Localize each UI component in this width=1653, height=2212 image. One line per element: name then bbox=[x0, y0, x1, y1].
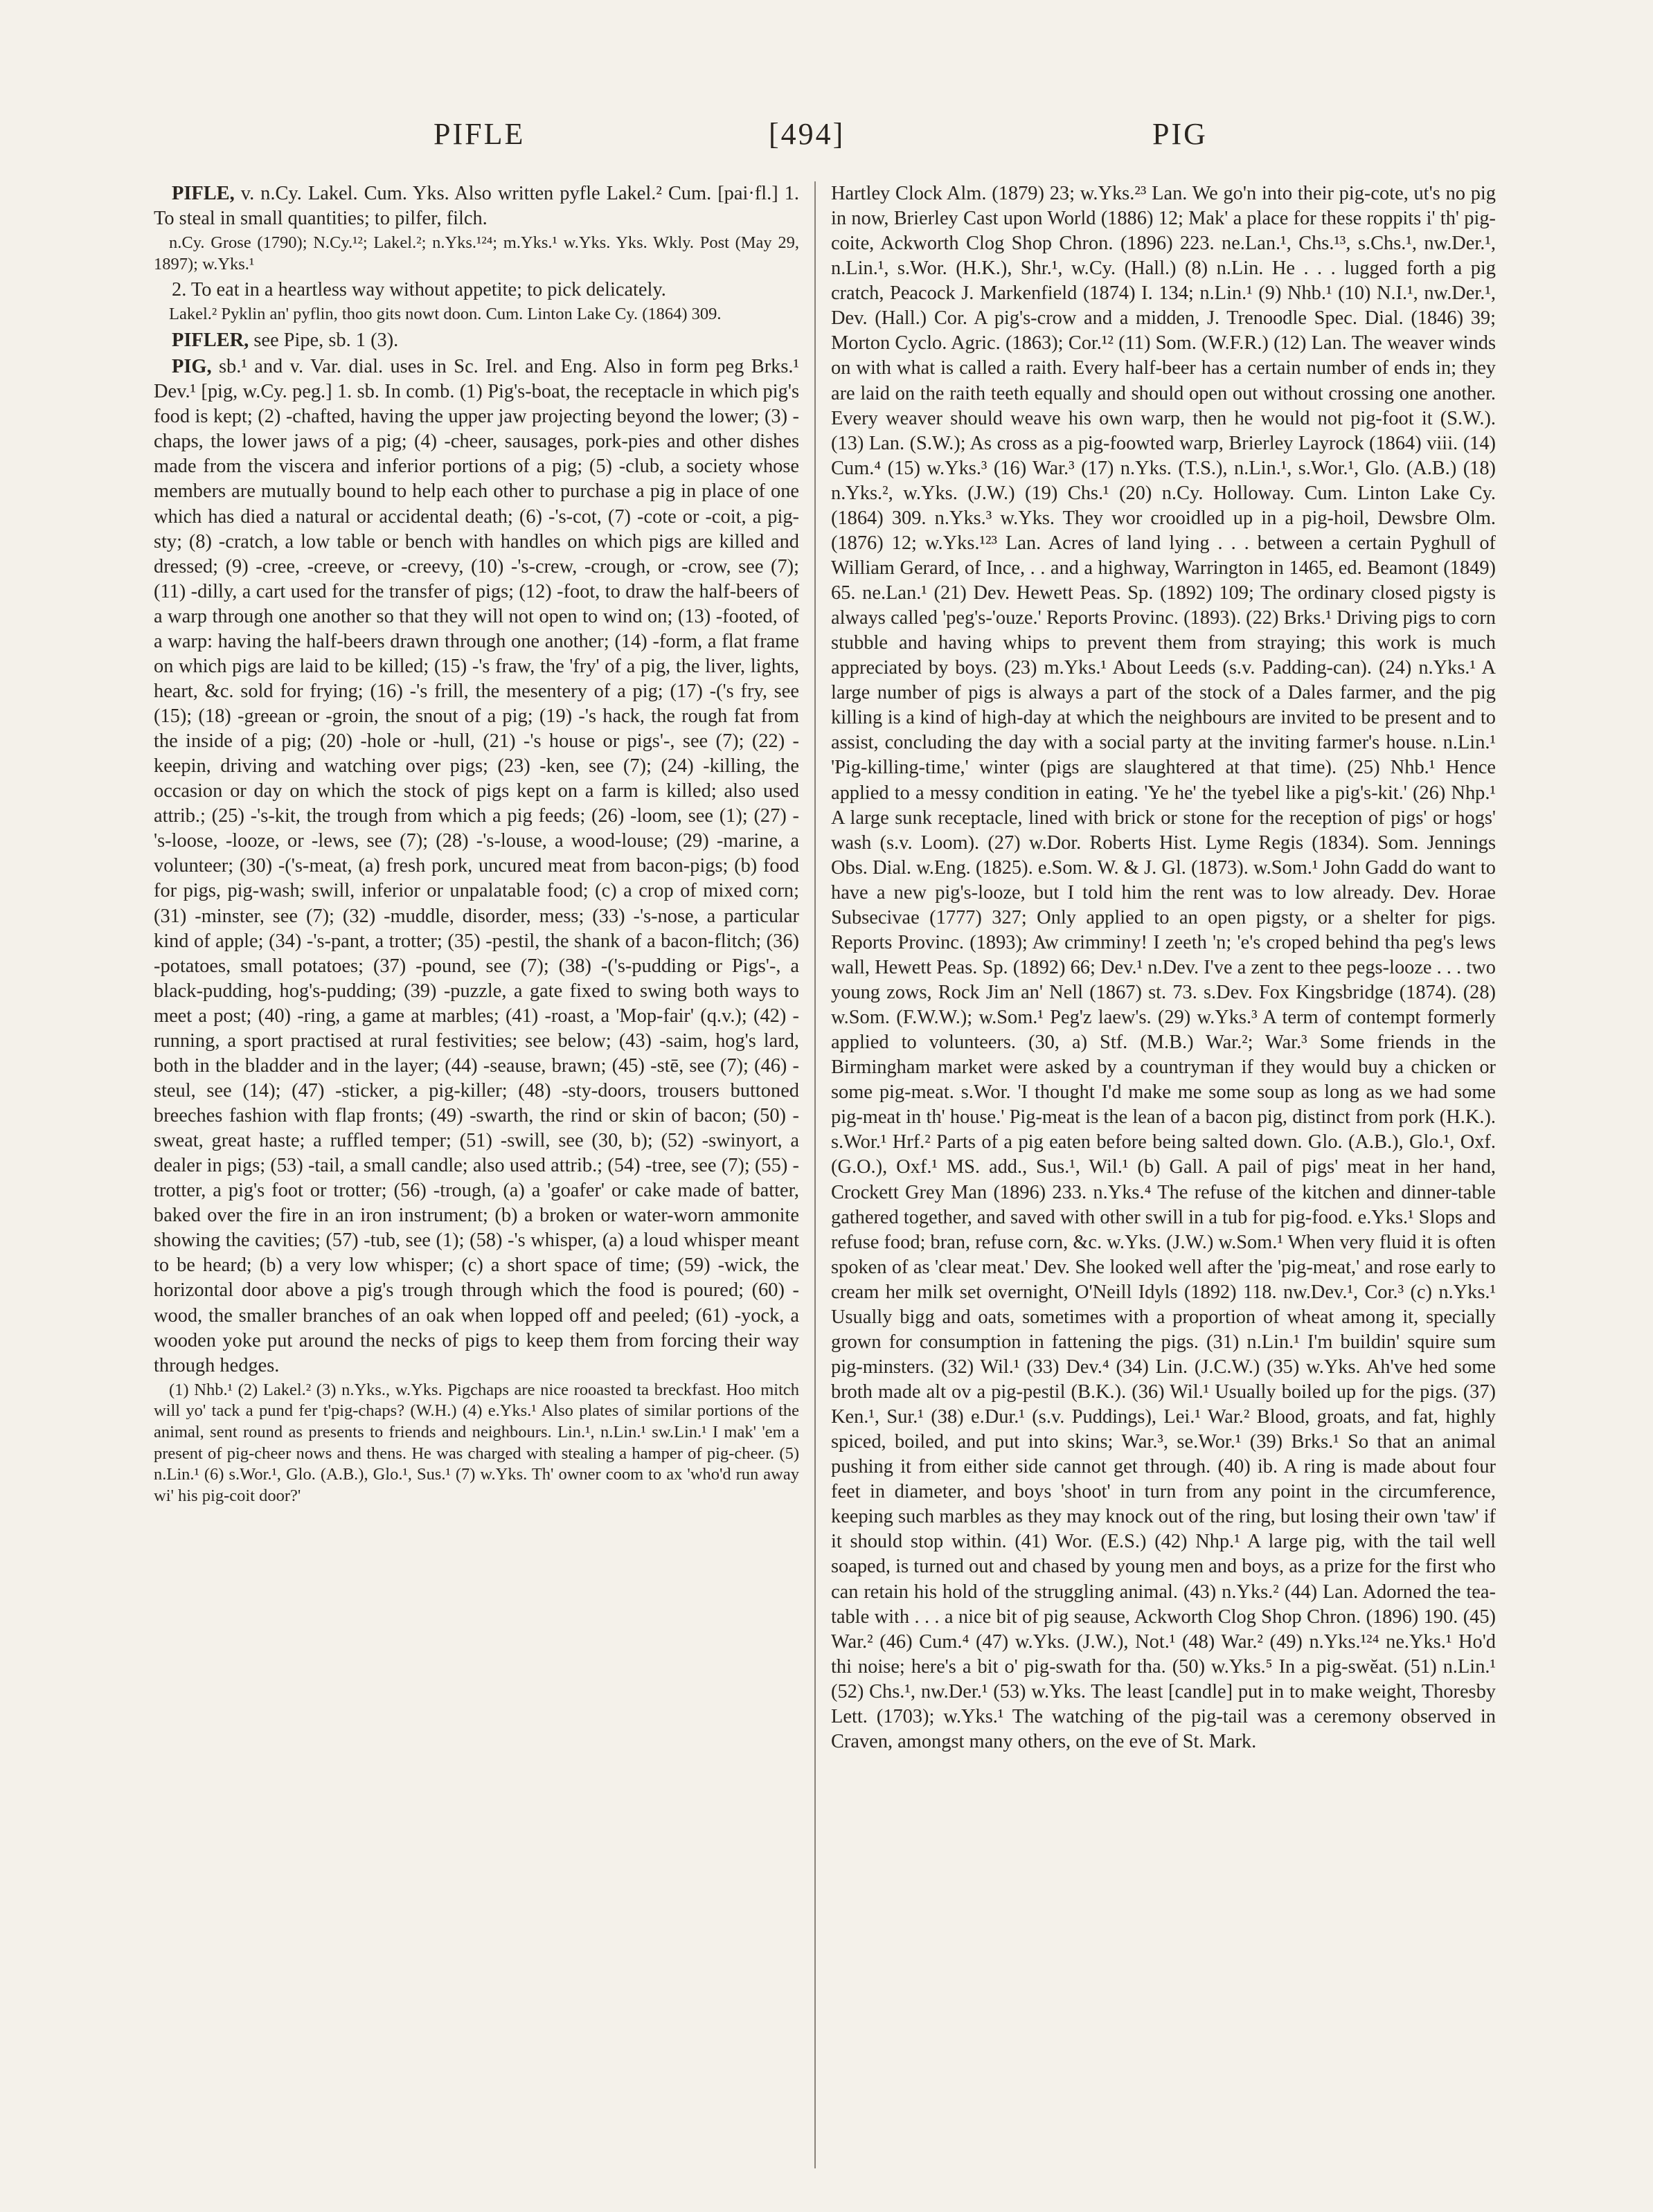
entry-pifler bbox=[154, 328, 799, 353]
running-head-left: PIFLE bbox=[434, 117, 526, 151]
entry-pig bbox=[154, 354, 799, 1378]
page-number: [494] bbox=[769, 117, 846, 151]
headword: PIFLER, bbox=[172, 330, 249, 352]
running-head-right: PIG bbox=[1152, 117, 1208, 151]
sense-2: 2. To eat in a heartless way without appetite; to pick delicately. bbox=[172, 279, 666, 301]
entry-text: v. n.Cy. Lakel. Cum. Yks. Also written pyfle Lakel.² Cum. [pai·fl.] 1. To steal in small quantities; to pilfer, filch. bbox=[154, 183, 799, 230]
running-head bbox=[0, 116, 1653, 158]
entry-text: sb.¹ and v. Var. dial. uses in Sc. Irel. and Eng. Also in form peg Brks.¹ Dev.¹ [pig, w.Cy. peg.] 1. sb. In comb. (1) Pig's-boat, the receptacle in which pig's food is kept; (2) -chafted, having the upper jaw projecting beyond the lower; (3) -chaps, the lower jaws of a pig; (4) -cheer, sausages, pork-pies and other dishes made from the viscera and inferior portions of a pig; (5) -club, a society whose members are mutually bound to help each other to purchase a pig in place of one which has died a natural or accidental death; (6) -'s-cot, (7) -cote or -coit, a pig-sty; (8) -cratch, a low table or bench with handles on which pigs are killed and dressed; (9) -cree, -creeve, or -creevy, (10) -'s-crew, -crough, or -crow, see (7); (11) -dilly, a cart used for the transfer of pigs; (12) -foot, to draw the half-beers of a warp through one another so that they will not open to wind on; (13) -footed, of a warp: having the half-beers drawn through one another; (14) -form, a flat frame on which pigs are laid to be killed; (15) -'s fraw, the 'fry' of a pig, the liver, lights, heart, &c. sold for frying; (16) -'s frill, the mesentery of a pig; (17) -('s fry, see (15); (18) -greean or -groin, the snout of a pig; (19) -'s hack, the rough fat from the inside of a pig; (20) -hole or -hull, (21) -'s house or pigs'-, see (7); (22) -keepin, driving and watching over pigs; (23) -ken, see (7); (24) -killing, the occasion or day on which the stock of pigs kept on a farm is killed; also used attrib.; (25) -'s-kit, the trough from which a pig feeds; (26) -loom, see (1); (27) -'s-loose, -looze, or -lews, see (7); (28) -'s-louse, a wood-louse; (29) -marine, a volunteer; (30) -('s-meat, (a) fresh pork, uncured meat from bacon-pigs; (b) food for pigs, pig-wash; swill, inferior or unpalatable food; (c) a crop of mixed corn; (31) -minster, see (7); (32) -muddle, disorder, mess; (33) -'s-nose, a particular kind of apple; (34) -'s-pant, a trotter; (35) -pestil, the shank of a bacon-flitch; (36) -potatoes, small potatoes; (37) -pound, see (7); (38) -('s-pudding or Pigs'-, a black-pudding, hog's-pudding; (39) -puzzle, a gate fixed to swing both ways to meet a post; (40) -ring, a game at marbles; (41) -roast, a 'Mop-fair' (q.v.); (42) -running, a sport practised at rural festivities; see below; (43) -saim, hog's lard, both in the bladder and in the layer; (44) -seause, brawn; (45) -stē, see (7); (46) -steul, see (14); (47) -sticker, a pig-killer; (48) -sty-doors, trousers buttoned breeches fashion with flap fronts; (49) -swarth, the rind or skin of bacon; (50) -sweat, great haste; a ruffled temper; (51) -swill, see (30, b); (52) -swinyort, a dealer in pigs; (53) -tail, a small candle; also used attrib.; (54) -tree, see (7); (55) -trotter, a pig's foot or trotter; (56) -trough, (a) a 'goafer' or cake made of batter, baked over the fire in an iron instrument; (b) a broken or water-worn ammonite showing the cavities; (57) -tub, see (1); (58) -'s whisper, (a) a loud whisper meant to be heard; (b) a very low whisper; (c) a short space of time; (59) -wick, the horizontal door above a pig's trough through which the food is poured; (60) -wood, the smaller branches of an oak when lopped off and peeled; (61) -yock, a wooden yoke put around the necks of pigs to keep them from forcing their way through hedges. bbox=[154, 356, 799, 1376]
entry-text: see Pipe, sb. 1 (3). bbox=[249, 330, 399, 352]
citation: n.Cy. Grose (1790); N.Cy.¹²; Lakel.²; n.Yks.¹²⁴; m.Yks.¹ w.Yks. Yks. Wkly. Post (May 29, 1897); w.Yks.¹ bbox=[154, 233, 799, 273]
right-column bbox=[831, 181, 1496, 2189]
citation-continued: Hartley Clock Alm. (1879) 23; w.Yks.²³ Lan. We go'n into their pig-cote, ut's no pig in now, Brierley Cast upon World (1886) 12; Mak' a place for these roppits i' th' pig-coite, Ackworth Clog Shop Chron. (1896) 223. ne.Lan.¹, Chs.¹³, s.Chs.¹, nw.Der.¹, n.Lin.¹, s.Wor. (H.K.), Shr.¹, w.Cy. (Hall.) (8) n.Lin. He . . . lugged forth a pig cratch, Peacock J. Markenfield (1874) I. 134; n.Lin.¹ (9) Nhb.¹ (10) N.I.¹, nw.Der.¹, Dev. (Hall.) Cor. A pig's-crow and a midden, J. Trenoodle Spec. Dial. (1846) 39; Morton Cyclo. Agric. (1863); Cor.¹² (11) Som. (W.F.R.) (12) Lan. The weaver winds on with what is called a raith. Every half-beer has a certain number of ends in; they are laid on the raith teeth equally and should open out without crossing one another. Every weaver should weave his own warp, then he would not pig-foot it (S.W.). (13) Lan. (S.W.); As cross as a pig-foowted warp, Brierley Layrock (1864) viii. (14) Cum.⁴ (15) w.Yks.³ (16) War.³ (17) n.Yks. (T.S.), n.Lin.¹, s.Wor.¹, Glo. (A.B.) (18) n.Yks.², w.Yks. (J.W.) (19) Chs.¹ (20) n.Cy. Holloway. Cum. Linton Lake Cy. (1864) 309. n.Yks.³ w.Yks. They wor crooidled up in a pig-hoil, Dewsbre Olm. (1876) 12; w.Yks.¹²³ Lan. Acres of land lying . . . between a certain Pyghull of William Gerard, of Ince, . . and a highway, Warrington in 1465, ed. Beamont (1849) 65. ne.Lan.¹ (21) Dev. Hewett Peas. Sp. (1892) 109; The ordinary closed pigsty is always called 'peg's-'ouze.' Reports Provinc. (1893). (22) Brks.¹ Driving pigs to corn stubble and having whips to prevent them from straying; this work is much appreciated by boys. (23) m.Yks.¹ About Leeds (s.v. Padding-can). (24) n.Yks.¹ A large number of pigs is always a part of the stock of a Dales farmer, and the pig killing is a kind of high-day at which the neighbours are invited to be present and to assist, concluding the day with a social party at the inviting farmer's house. n.Lin.¹ 'Pig-killing-time,' winter (pigs are slaughtered at that time). (25) Nhb.¹ Hence applied to a messy condition in eating. 'Ye he' the tyebel like a pig's-kit.' (26) Nhp.¹ A large sunk receptacle, lined with brick or stone for the reception of pigs' or hogs' wash (s.v. Loom). (27) w.Dor. Roberts Hist. Lyme Regis (1834). Som. Jennings Obs. Dial. w.Eng. (1825). e.Som. W. & J. Gl. (1873). w.Som.¹ John Gadd do want to have a new pig's-looze, but I told him the rent was to low already. Dev. Horae Subsecivae (1777) 327; Only applied to an open pigsty, or a shelter for pigs. Reports Provinc. (1893); Aw crimminy! I zeeth 'n; 'e's croped behind tha peg's lews wall, Hewett Peas. Sp. (1892) 66; Dev.¹ n.Dev. I've a zent to thee pegs-looze . . . two young zows, Rock Jim an' Nell (1867) st. 73. s.Dev. Fox Kingsbridge (1874). (28) w.Som. (F.W.W.); w.Som.¹ Peg'z laew's. (29) w.Yks.³ A term of contempt formerly applied to volunteers. (30, a) Stf. (M.B.) War.²; War.³ Some friends in the Birmingham market were asked by a countryman if they would buy a chicken or some pig-meat. s.Wor. 'I thought I'd make me some soup as long as we had some pig-meat in th' house.' Pig-meat is the lean of a bacon pig, distinct from pork (H.K.). s.Wor.¹ Hrf.² Parts of a pig eaten before being salted down. Glo. (A.B.), Glo.¹, Oxf. (G.O.), Oxf.¹ MS. add., Sus.¹, Wil.¹ (b) Gall. A pail of pigs' meat in her hand, Crockett Grey Man (1896) 233. n.Yks.⁴ The refuse of the kitchen and dinner-table gathered together, and saved with other swill in a tub for pig-food. e.Yks.¹ Slops and refuse food; bran, refuse corn, &c. w.Yks. (J.W.) w.Som.¹ When very fluid it is often spoken of as 'clear meat.' Dev. She looked well after the 'pig-meat,' and rose early to cream her milk set overnight, O'Neill Idyls (1892) 118. nw.Dev.¹, Cor.³ (c) n.Yks.¹ Usually bigg and oats, sometimes with a proportion of wheat among it, specially grown for consumption in fattening the pigs. (31) n.Lin.¹ I'm buildin' squire sum pig-minsters. (32) Wil.¹ (33) Dev.⁴ (34) Lin. (J.C.W.) (35) w.Yks. Ah've hed some broth made alt ov a pig-pestil (B.K.). (36) Wil.¹ Usually boiled up for the pigs. (37) Ken.¹, Sur.¹ (38) e.Dur.¹ (s.v. Puddings), Lei.¹ War.² Blood, groats, and fat, highly spiced, boiled, and put into skins; War.³, se.Wor.¹ (39) Brks.¹ So that an animal pushing it from either side cannot get through. (40) ib. A ring is made about four feet in diameter, and boys 'shoot' in turn from any point in the circumference, keeping such marbles as they may knock out of the ring, but losing their own 'taw' if it should stop within. (41) Wor. (E.S.) (42) Nhp.¹ A large pig, with the tail well soaped, is turned out and chased by young men and boys, as a prize for the first who can retain his hold of the struggling animal. (43) n.Yks.² (44) Lan. Adorned the tea-table with . . . a nice bit of pig seause, Ackworth Clog Shop Chron. (1896) 190. (45) War.² (46) Cum.⁴ (47) w.Yks. (J.W.), Not.¹ (48) War.² (49) n.Yks.¹²⁴ ne.Yks.¹ Ho'd thi noise; here's a bit o' pig-swath for tha. (50) w.Yks.⁵ In a pig-swĕat. (51) n.Lin.¹ (52) Chs.¹, nw.Der.¹ (53) w.Yks. The least [candle] put in to make weight, Thoresby Lett. (1703); w.Yks.¹ The watching of the pig-tail was a ceremony observed in Craven, amongst many others, on the eve of St. Mark. bbox=[831, 183, 1496, 1752]
headword: PIG, bbox=[172, 356, 212, 378]
citation: Lakel.² Pyklin an' pyflin, thoo gits nowt doon. Cum. Linton Lake Cy. (1864) 309. bbox=[169, 305, 722, 324]
citation: (1) Nhb.¹ (2) Lakel.² (3) n.Yks., w.Yks. Pigchaps are nice rooasted ta breckfast. Hoo mitch will yo' tack a pund fer t'pig-chaps? (W.H.) (4) e.Yks.¹ Also plates of similar portions of the animal, sent round as presents to friends and neighbours. Lin.¹, n.Lin.¹ sw.Lin.¹ I mak' 'em a present of pig-cheer nows and thens. He was charged with stealing a hamper of pig-cheer. (5) n.Lin.¹ (6) s.Wor.¹, Glo. (A.B.), Glo.¹, Sus.¹ (7) w.Yks. Th' owner coom to ax 'who'd run away wi' his pig-coit door?' bbox=[154, 1380, 799, 1505]
left-column bbox=[154, 181, 799, 2189]
column-rule bbox=[814, 181, 816, 2168]
headword: PIFLE, bbox=[172, 183, 235, 204]
entry-pifle bbox=[154, 181, 799, 231]
